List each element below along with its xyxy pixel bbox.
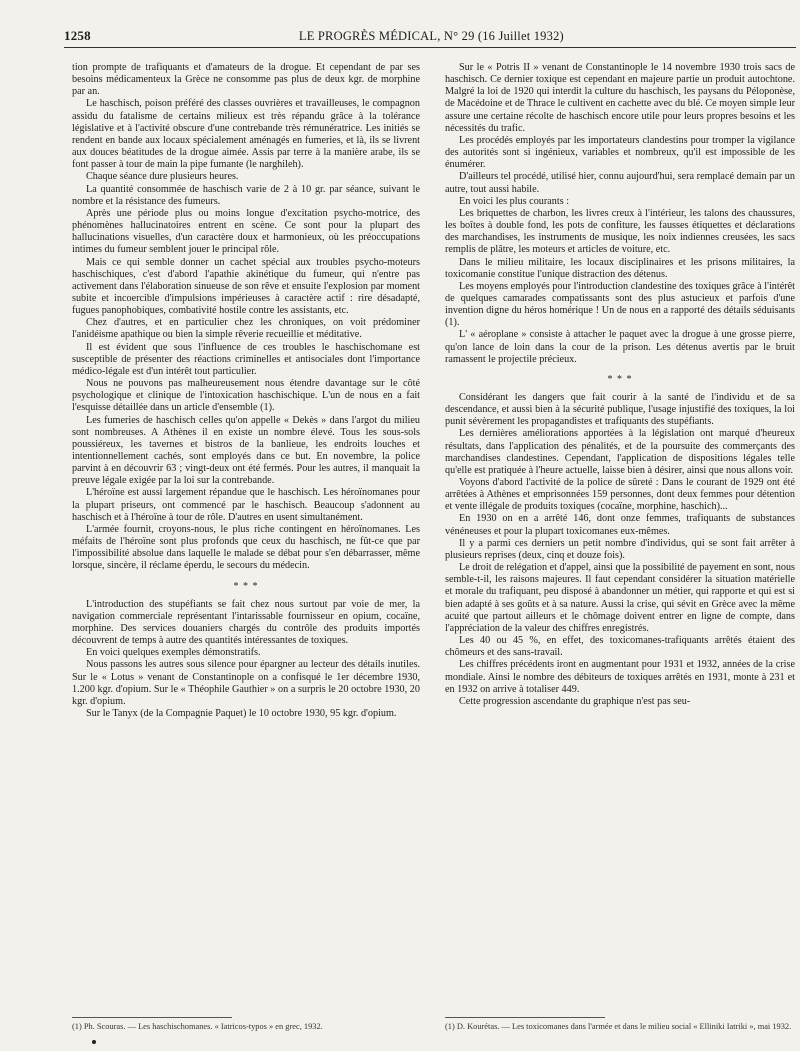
paragraph: D'ailleurs tel procédé, utilisé hier, connu aujourd'hui, sera remplacé demain par un autre, tout aussi habile. [445,171,795,195]
paragraph: Cette progression ascendante du graphique n'est pas seu- [459,695,691,707]
paragraph: Le haschisch, poison préféré des classes ouvrières et travailleuses, le compagnon assidu du fatalisme de certains milieux est très répandu grâce à la tolérance législative et à l'activité obscure d'une contrebande très rémunératrice. Les initiés se rendent en bande aux locaux spécialement aménagés en fumeries, et là, ils se livrent aux douces béatitudes de la drogue aimée. Assis par terre à la manière arabe, ils se font passer à tour de main la pipe fumante (le narghileh). [72,98,420,171]
paragraph: Les moyens employés pour l'introduction clandestine des toxiques grâce à l'intérêt de quelques camarades compatissants sont des plus astucieux et parfois d'une invention digne du héros homérique ! Un de nous en a rapporté des détails séduisants (1). [445,280,795,329]
paragraph: En 1930 on en a arrêté 146, dont onze femmes, trafiquants de substances vénéneuses et pour la plupart toxicomanes eux-mêmes. [445,513,795,537]
paragraph: L'introduction des stupéfiants se fait chez nous surtout par voie de mer, la navigation commerciale représentant l'intarissable fournisseur en opium, cocaïne, morphine. Des services douaniers chargés du contrôle des produits importés découvrent de temps à autre des quantités intéressantes de toxiques. [72,598,420,647]
page-mark [92,1040,96,1044]
paragraph: Les dernières améliorations apportées à la législation ont marqué d'heureux résultats, dans l'application des pénalités, et de la poursuite des commerçants des marchandises clandestines. Cependant, l'application de dispositions légales telle qu'elle est pratiquée à l'heure actuelle, laisse bien à désirer, ainsi que nous allons voir. [445,428,795,476]
paragraph: Sur le Tanyx (de la Compagnie Paquet) le 10 octobre 1930, 95 kgr. d'opium. [86,707,397,719]
paragraph: En voici quelques exemples démonstratifs. [86,647,261,659]
section-separator: * * * [607,373,633,385]
section-separator: * * * [233,580,259,592]
paragraph: L' « aéroplane » consiste à attacher le paquet avec la drogue à une grosse pierre, qu'on lance de loin dans la cour de la prison. Les détenus avertis par le bruit ramassent le projectile précieux. [445,329,795,365]
footnote-left: (1) Ph. Scouras. — Les haschischomanes. « Iatricos-typos » en grec, 1932. [72,1022,323,1031]
paragraph: Les chiffres précédents iront en augmentant pour 1931 et 1932, années de la crise mondiale. Ainsi le nombre des débiteurs de toxiques arrêtés en 1931, monte à 231 et en 1932 on arrive à totaliser 449. [445,659,795,695]
footnote-rule-left [72,1017,232,1018]
paragraph: Il y a parmi ces derniers un petit nombre d'individus, qui se sont fait arrêter à plusieurs reprises (deux, cinq et douze fois). [445,537,795,561]
paragraph: Chaque séance dure plusieurs heures. [86,171,239,183]
paragraph: Mais ce qui semble donner un cachet spécial aux troubles psycho-moteurs haschischiques, c'est d'abord l'apathie akinétique du fumeur, qui n'entre pas activement dans l'élaboration sinueuse de son rêve et ensuite l'explosion par moment subite et incoercible d'impulsions impérieuses à caractère actif : rire désadapté, fugues panophobiques, combativité hostile contre les assistants, etc. [72,256,420,317]
page-number: 1258 [64,28,91,43]
paragraph: Les briquettes de charbon, les livres creux à l'intérieur, les talons des chaussures, les boîtes à double fond, les pots de confiture, les fausses étiquettes et déclarations des marchandises, les instruments de musique, les noix indiennes creusées, les sacs remplis de plâtre, les moteurs et articles de voiture, etc. [445,207,795,256]
left-column [72,62,420,720]
paragraph: Sur le « Potris II » venant de Constantinople le 14 novembre 1930 trois sacs de haschisch. Ce dernier toxique est cependant en majeure partie un produit autochtone. Malgré la loi de 1920 qui interdit la culture du haschisch, les paysans du Péloponèse, de Macédoine et de Thrace le cultivent en cachette avec du blé. Ce moyen simple leur assure une certaine récolte de haschisch encore utile pour leurs propres besoins et les nécessités du trafic. [445,62,795,134]
footnote-right: (1) D. Kourétas. — Les toxicomanes dans l'armée et dans le milieu social « Elliniki Iatriki », mai 1932. [445,1022,792,1031]
paragraph: Il est évident que sous l'influence de ces troubles le haschischomane est susceptible de présenter des réactions criminelles et antisociales dont l'importance médico-légale est d'un intérêt tout particulier. [72,341,420,377]
paragraph: En voici les plus courants : [459,195,570,207]
paragraph: Les procédés employés par les importateurs clandestins pour tromper la vigilance des autorités sont si ingénieux, variables et nombreux, qu'il est impossible de les énumérer. [445,134,795,171]
running-title: LE PROGRÈS MÉDICAL, N° 29 (16 Juillet 1932) [298,29,564,43]
paragraph: L'armée fournit, croyons-nous, le plus riche contingent en héroïnomanes. Les méfaits de l'héroïne sont plus profonds que ceux du haschisch, ne fût-ce que par l'impossibilité absolue dans laquelle le malade se débat pour s'en débarrasser, même lorsque, sincère, il réclame éperdu, le secours du médecin. [72,523,420,572]
paragraph: Nous passons les autres sous silence pour épargner au lecteur des détails inutiles. Sur le « Lotus » venant de Constantinople on a confisqué le 1er décembre 1930, 1.200 kgr. d'opium. Sur le « Théophile Gauthier » on a surpris le 20 octobre 1930, 20 kgr. d'opium. [72,659,420,707]
header-rule [64,47,796,48]
paragraph: tion prompte de trafiquants et d'amateurs de la drogue. Et cependant de par ses besoins médicamenteux la Grèce ne consomme pas plus de deux kgr. de morphine par an. [72,62,420,98]
paragraph: Voyons d'abord l'activité de la police de sûreté : Dans le courant de 1929 ont été arrêtées à Athènes et emprisonnées 159 personnes, dont deux femmes pour détention et vente illégale de produits toxiques (cocaïne, morphine, haschich)... [445,477,795,513]
paragraph: Dans le milieu militaire, les locaux disciplinaires et les prisons militaires, la toxicomanie constitue l'unique distraction des détenus. [445,256,795,280]
paragraph: Les fumeries de haschisch celles qu'on appelle « Dekès » dans l'argot du milieu sont nombreuses. A Athènes il en existe un nombre élevé. Tous les sous-sols poussiéreux, les tavernes et bistros de la banlieue, les endroits louches et intentionnellement cachés, sont employés dans ce but. En novembre, la police parvint à en découvrir 63 ; vingt-deux ont été fermés. Pour les autres, il manquait la preuve légale exigée par la loi sur la contrebande. [72,414,420,487]
paragraph: Considérant les dangers que fait courir à la santé de l'individu et de sa descendance, et aussi bien à la sécurité publique, l'usage injustifié des toxiques, la loi punit sévèrement les propagandistes et trafiquants des stupéfiants. [445,391,795,428]
paragraph: L'héroïne est aussi largement répandue que le haschisch. Les héroïnomanes pour la plupart priseurs, ont commencé par le haschisch. Beaucoup s'adonnent au haschisch et à l'héroïne à tour de rôle. D'autres en usent simultanément. [72,487,420,523]
paragraph: Nous ne pouvons pas malheureusement nous étendre davantage sur le côté psychologique et clinique de l'intoxication haschischique. L'un de nous en a fait l'esquisse détaillée dans un article d'ensemble (1). [72,378,420,414]
paragraph: Chez d'autres, et en particulier chez les chroniques, on voit prédominer l'anidéisme apathique ou bien la simple rêverie recueillie et méditative. [72,317,420,341]
paragraph: Le droit de relégation et d'appel, ainsi que la possibilité de payement en sont, nous semble-t-il, les raisons majeures. Il faut cependant considérer la situation matérielle et morale du trafiquant, peu disposé à abandonner un métier, qui rapporte et qui est si bien adapté à ses goûts et à sa nature. Aussi la crise, qui sévit en Grèce avec la même acuité que partout ailleurs et le chômage doivent entrer en ligne de compte, dans l'appréciation de la valeur des chiffres enregistrés. [445,562,795,634]
paragraph: Après une période plus ou moins longue d'excitation psycho-motrice, des phénomènes hallucinatoires entrent en scène. Ce sont pour la plupart des hallucinations visuelles, d'un caractère doux et harmonieux, où les préoccupations intimes du fumeur semblent jouer le principal rôle. [72,207,420,256]
right-column [445,62,795,708]
paragraph: La quantité consommée de haschisch varie de 2 à 10 gr. par séance, suivant le nombre et la résistance des fumeurs. [72,183,420,207]
paragraph: Les 40 ou 45 %, en effet, des toxicomanes-trafiquants arrêtés étaient des chômeurs et des sans-travail. [445,635,795,659]
page-header [64,28,796,44]
footnote-rule-right [445,1017,605,1018]
